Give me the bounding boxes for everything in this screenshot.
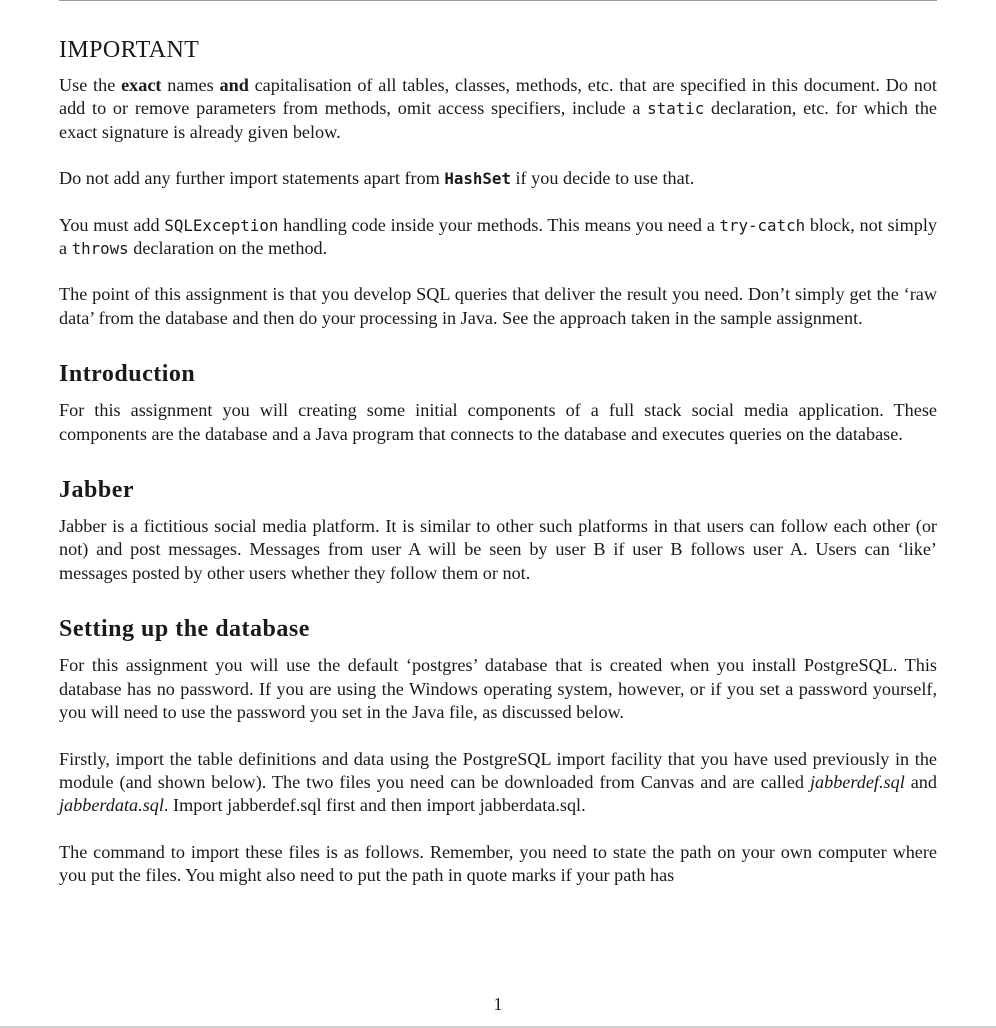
section-introduction <box>59 358 937 446</box>
text-span: You must add <box>59 214 165 235</box>
paragraph-default-database: For this assignment you will use the default ‘postgres’ database that is created when you install PostgreSQL. This database has no password. If you are using the Windows operating system, however, or if you set a password yourself, you will need to use the password you set in the Java file, as discussed below. <box>59 655 937 723</box>
top-divider <box>59 0 937 1</box>
code-throws: throws <box>71 239 129 259</box>
filename-jabberdata: jabberdata.sql <box>59 795 164 816</box>
code-try-catch: try-catch <box>719 215 806 235</box>
text-span: Do not add any further import statements apart from <box>59 168 445 189</box>
paragraph-exception-handling <box>59 214 937 261</box>
paragraph-import-files <box>59 748 937 818</box>
text-span: handling code inside your methods. This means you need a <box>278 214 720 235</box>
text-span: . Import jabberdef.sql first and then import jabberdata.sql. <box>163 795 586 816</box>
text-span: declaration, etc. for which the exact signature is already given below. <box>59 98 938 142</box>
section-setup-database <box>59 613 937 887</box>
section-jabber <box>59 474 937 585</box>
code-sqlexception: SQLException <box>164 215 279 235</box>
heading-introduction: Introduction <box>59 361 196 388</box>
page-number: 1 <box>493 994 503 1014</box>
paragraph-imports <box>59 167 937 190</box>
heading-important: IMPORTANT <box>59 37 200 63</box>
paragraph-sql-queries: The point of this assignment is that you develop SQL queries that deliver the result you need. Don’t simply get the ‘raw data’ from the database and then do your processing in Java. See the approach taken in the sample assignment. <box>59 284 937 328</box>
page-content <box>59 34 937 888</box>
code-hashset: HashSet <box>444 169 511 189</box>
text-span: capitalisation of all tables, classes, methods, etc. that are specified in this document. Do not add to or remove parameters from methods, omit access specifiers, include a <box>59 75 937 119</box>
text-span: Firstly, import the table definitions and data using the PostgreSQL import facility that you have used previously in the module (and shown below). The two files you need can be downloaded from Canvas and are called <box>59 748 937 792</box>
text-span: and <box>904 771 937 792</box>
heading-jabber: Jabber <box>59 477 134 504</box>
paragraph-introduction: For this assignment you will creating some initial components of a full stack social media application. These components are the database and a Java program that connects to the database and executes queries on the database. <box>59 400 937 444</box>
emphasis-and: and <box>219 75 249 95</box>
text-span: names <box>161 75 220 95</box>
filename-jabberdef: jabberdef.sql <box>809 771 905 792</box>
text-span: declaration on the method. <box>128 238 328 259</box>
paragraph-import-command: The command to import these files is as follows. Remember, you need to state the path on your own computer where you put the files. You might also need to put the path in quote marks if your path has <box>59 841 937 886</box>
heading-setup-database: Setting up the database <box>59 616 310 643</box>
text-span: block, not simply a <box>59 214 937 259</box>
emphasis-exact: exact <box>121 75 162 95</box>
paragraph-jabber: Jabber is a fictitious social media platform. It is similar to other such platforms in that users can follow each other (or not) and post messages. Messages from user A will be seen by user B if user B follows user A. Users can ‘like’ messages posted by other users whether they follow them or not. <box>59 516 937 583</box>
paragraph-exact-names <box>59 74 937 144</box>
code-static: static <box>647 99 705 119</box>
text-span: Use the <box>59 75 122 95</box>
text-span: if you decide to use that. <box>510 168 695 189</box>
section-important <box>59 34 937 330</box>
